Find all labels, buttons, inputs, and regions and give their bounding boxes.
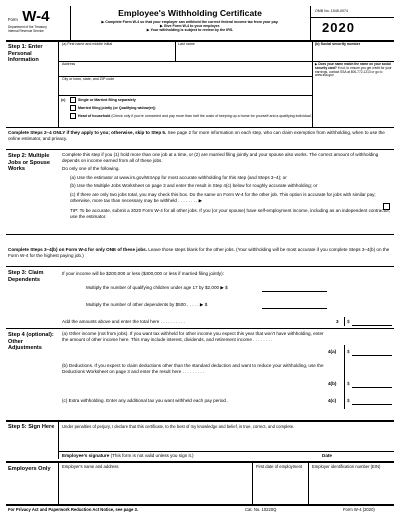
first-name-input[interactable] [60, 47, 173, 59]
catalog-number: Cat. No. 10220Q [245, 507, 277, 512]
first-date-label: First date of employment [256, 464, 303, 469]
filing-option-married[interactable]: Married filing jointly (or Qualifying widow(er)) [70, 105, 390, 111]
step4-title: Step 4 (optional): Other Adjustments [8, 332, 54, 352]
header-line1: ▶ Complete Form W-4 so that your employer can withhold the correct federal income tax from your pay. [101, 20, 279, 24]
checkbox[interactable] [70, 113, 76, 119]
checkbox[interactable] [70, 105, 76, 111]
ein-input[interactable] [310, 476, 392, 502]
step3-dollar: $ [347, 319, 350, 324]
ssn-note [315, 63, 395, 78]
intro2-text: Leave those steps blank for the other jobs. (Your withholding will be most accurate if you complete Steps 3–4(b) on the Form W-4 for the highest paying job.) [8, 247, 390, 258]
signature-label: Employee's signature (This form is not valid unless you sign it.) [62, 453, 194, 458]
last-name-label: Last name [178, 42, 195, 46]
children-amount-input[interactable] [262, 291, 327, 292]
last-name-input[interactable] [177, 47, 310, 59]
date-label: Date [322, 453, 332, 458]
extra-withholding-input[interactable] [352, 404, 392, 405]
step4-a-number: 4(a) [328, 349, 337, 354]
step3-total-input[interactable] [352, 325, 392, 326]
step4-b: (b) Deductions. If you expect to claim deductions other than the standard deduction and want to reduce your withholding, use the Deductions Worksheet on page 3 and enter the result here . . . . . . . . . [62, 363, 324, 374]
step2-tip: TIP: To be accurate, submit a 2020 Form W-4 for all other jobs. If you (or your spouse) have self-employment income, including as an independent contractor, use the estimator. [70, 208, 391, 219]
employer-name-label: Employer's name and address [62, 464, 119, 469]
step2-option-b: (b) Use the Multiple Jobs Worksheet on page 3 and enter the result in Step 4(c) below for roughly accurate withholding; or [70, 183, 318, 189]
step3-line2: Multiply the number of qualifying children under age 17 by $2,000 ▶ $ [86, 285, 228, 290]
employers-title: Employers Only [8, 466, 51, 472]
form-id [8, 8, 68, 26]
perjury-statement: Under penalties of perjury, I declare that this certificate, to the best of my knowledge and belief, is true, correct, and complete. [62, 424, 295, 429]
steps-intro [8, 130, 392, 141]
step3-line1: If your income will be $200,000 or less ($400,000 or less if married filing jointly): [62, 271, 224, 276]
ssn-input[interactable] [314, 47, 394, 59]
step3-line4: Add the amounts above and enter the total here . . . . . . . . . . [62, 319, 185, 324]
filing-status-label: (c) [61, 98, 66, 102]
filing-option-single[interactable]: Single or Married filing separately [70, 97, 390, 103]
filing-option-hoh[interactable]: Head of household (Check only if you're unmarried and pay more than half the costs of keeping up a home for yourself and a qualifying individual.) [70, 113, 390, 119]
address-input[interactable] [60, 67, 310, 75]
ein-label: Employer identification number (EIN) [312, 464, 381, 469]
department [8, 26, 68, 34]
intro2-bold: Complete Steps 3–4(b) on Form W-4 for only ONE of these jobs. [8, 247, 148, 252]
filing-status-options [70, 97, 390, 119]
two-jobs-checkbox[interactable] [383, 203, 390, 210]
tax-year: 2020 [322, 20, 355, 35]
ssn-note-text: If not, to ensure you get credit for your earnings, contact SSA at 800-772-1213 or go to www.ssa.gov. [315, 65, 392, 78]
step1-title: Step 1: Enter Personal Information [8, 44, 43, 64]
dept-line1: Department of the Treasury [8, 25, 47, 29]
step2-body [62, 152, 392, 219]
header-line3: ▶ Your withholding is subject to review by the IRS. [146, 28, 234, 33]
ssn-label: (b) Social security number [315, 42, 361, 46]
step2-option-a: (a) Use the estimator at www.irs.gov/W4App for most accurate withholding for this step (and Steps 3–4); or [70, 174, 287, 180]
step5-title: Step 5: Sign Here [8, 424, 55, 430]
step3-line-number: 3 [336, 319, 339, 324]
step3-title: Step 3: Claim Dependents [8, 270, 44, 283]
step4-c-number: 4(c) [328, 398, 337, 403]
address-label: Address [62, 62, 76, 66]
intro-text: See page 2 for more information on each step, who can claim exemption from withholding, when to use the online estimator, and privacy. [8, 130, 385, 141]
step4-b-dollar: $ [347, 381, 350, 386]
dept-line2: Internal Revenue Service [8, 28, 44, 33]
header-line2: ▶ Give Form W-4 to your employer. [159, 24, 220, 29]
step4-a: (a) Other income (not from jobs). If you want tax withheld for other income you expect this year that won't have withholding, enter the amount of other income here. This may include interest, dividends, and retirement income . . . . . . . . [62, 331, 324, 342]
form-label: Form [8, 17, 18, 22]
header-instructions [70, 20, 310, 33]
step3-line3: Multiply the number of other dependents by $500 . . . . . ▶ $ [86, 302, 208, 307]
date-field[interactable] [322, 436, 392, 450]
employer-name-input[interactable] [60, 470, 250, 502]
step2-p2: Do only one of the following. [62, 166, 120, 172]
step4-c: (c) Extra withholding. Enter any additional tax you want withheld each pay period . [62, 398, 229, 403]
ssn-note-bold: ▶ Does your name match the name on your social security card? [315, 62, 391, 70]
step4-c-dollar: $ [347, 398, 350, 403]
step2-title: Step 2: Multiple Jobs or Spouse Works [8, 153, 50, 173]
step2-option-c: (c) If there are only two jobs total, you may check this box. Do the same on Form W-4 for the other job. This option is accurate for jobs with similar pay; otherwise, more tax than necessary may be withheld . . . . . . . . ▶ [70, 191, 376, 203]
footer-form-id: Form W-4 (2020) [343, 507, 375, 512]
steps-intro2 [8, 247, 392, 258]
deductions-input[interactable] [352, 387, 392, 388]
checkbox[interactable] [70, 97, 76, 103]
omb-number: OMB No. 1545-0074 [315, 9, 348, 13]
signature-field[interactable] [62, 436, 317, 450]
step4-a-dollar: $ [347, 349, 350, 354]
first-date-input[interactable] [254, 476, 306, 502]
city-label: City or town, state, and ZIP code [62, 77, 115, 81]
form-title: Employee's Withholding Certificate [118, 8, 262, 18]
first-name-label: (a) First name and middle initial [62, 42, 113, 46]
dependents-amount-input[interactable] [262, 308, 327, 309]
intro-bold: Complete Steps 2–4 ONLY if they apply to you; otherwise, skip to Step 5. [8, 130, 167, 135]
step4-b-number: 4(b) [328, 381, 337, 386]
city-input[interactable] [60, 82, 310, 92]
privacy-notice: For Privacy Act and Paperwork Reduction Act Notice, see page 3. [8, 507, 139, 512]
form-number: W-4 [22, 8, 50, 25]
step2-p1: Complete this step if you (1) hold more than one job at a time, or (2) are married filing jointly and your spouse also works. The correct amount of withholding depends on income earned from all of these jobs. [62, 152, 379, 163]
other-income-input[interactable] [352, 355, 392, 356]
